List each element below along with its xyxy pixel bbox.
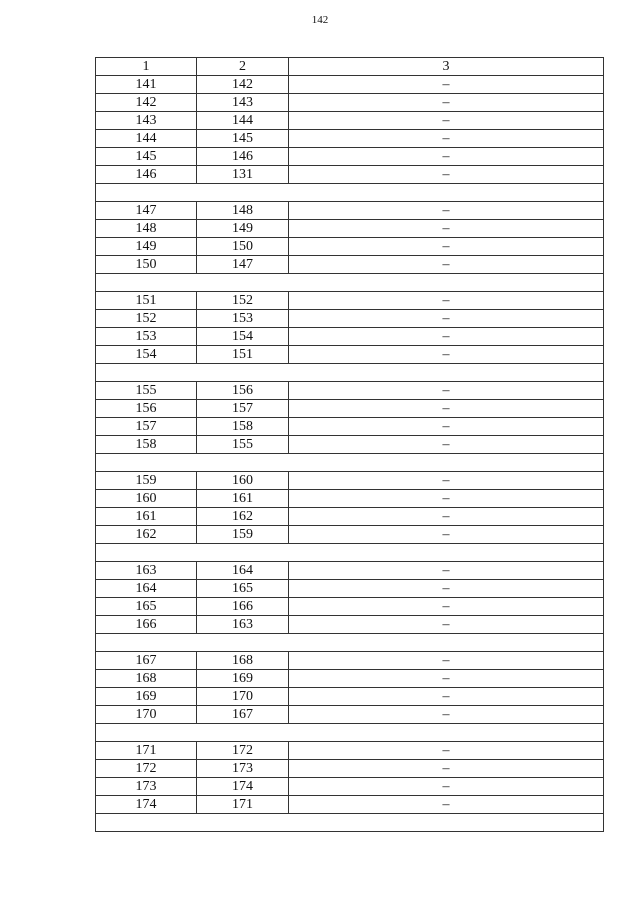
table-row xyxy=(96,220,604,238)
table-body xyxy=(96,58,604,832)
table-cell-col-1: 145 xyxy=(96,148,197,166)
table-cell-col-1: 173 xyxy=(96,778,197,796)
table-row xyxy=(96,598,604,616)
group-separator-row xyxy=(96,634,604,652)
table-row xyxy=(96,382,604,400)
table-cell-col-3: – xyxy=(289,400,604,418)
table-row xyxy=(96,742,604,760)
table-cell-col-2: 166 xyxy=(197,598,289,616)
table-cell-col-2: 164 xyxy=(197,562,289,580)
table-cell-col-3: – xyxy=(289,472,604,490)
column-header-1: 1 xyxy=(96,58,197,76)
column-header-3: 3 xyxy=(289,58,604,76)
table-cell-col-1: 172 xyxy=(96,760,197,778)
table-row xyxy=(96,472,604,490)
table-cell-col-1: 153 xyxy=(96,328,197,346)
table-cell-col-2: 174 xyxy=(197,778,289,796)
table-cell-col-2: 155 xyxy=(197,436,289,454)
table-cell-col-2: 152 xyxy=(197,292,289,310)
table-row xyxy=(96,256,604,274)
table-cell-col-3: – xyxy=(289,670,604,688)
table-cell-col-1: 165 xyxy=(96,598,197,616)
table-cell-col-1: 143 xyxy=(96,112,197,130)
table-row xyxy=(96,76,604,94)
table-cell-col-2: 150 xyxy=(197,238,289,256)
table-cell-col-3: – xyxy=(289,76,604,94)
table-row xyxy=(96,526,604,544)
table-cell-col-3: – xyxy=(289,346,604,364)
table-cell-col-2: 158 xyxy=(197,418,289,436)
group-separator-row xyxy=(96,544,604,562)
table-cell-col-2: 159 xyxy=(197,526,289,544)
table-row xyxy=(96,130,604,148)
table-cell-col-1: 160 xyxy=(96,490,197,508)
table-cell-col-2: 153 xyxy=(197,310,289,328)
table-cell-col-2: 144 xyxy=(197,112,289,130)
table-cell-col-1: 154 xyxy=(96,346,197,364)
table-row xyxy=(96,328,604,346)
table-cell-col-3: – xyxy=(289,382,604,400)
table-cell-col-3: – xyxy=(289,256,604,274)
group-separator-row xyxy=(96,364,604,382)
table-row xyxy=(96,166,604,184)
table-cell-col-2: 151 xyxy=(197,346,289,364)
group-separator-row xyxy=(96,724,604,742)
table-cell-col-2: 154 xyxy=(197,328,289,346)
table-row xyxy=(96,688,604,706)
table-cell-col-3: – xyxy=(289,706,604,724)
table-cell-col-2: 162 xyxy=(197,508,289,526)
table-cell-col-3: – xyxy=(289,490,604,508)
table-cell-col-1: 166 xyxy=(96,616,197,634)
table-row xyxy=(96,670,604,688)
table-cell-col-1: 148 xyxy=(96,220,197,238)
column-header-2: 2 xyxy=(197,58,289,76)
table-row xyxy=(96,112,604,130)
table-cell-col-1: 170 xyxy=(96,706,197,724)
table-row xyxy=(96,418,604,436)
table-cell-col-2: 157 xyxy=(197,400,289,418)
separator-cell xyxy=(96,724,604,742)
table-cell-col-2: 149 xyxy=(197,220,289,238)
table-cell-col-3: – xyxy=(289,418,604,436)
table-cell-col-2: 168 xyxy=(197,652,289,670)
separator-cell xyxy=(96,454,604,472)
table-cell-col-3: – xyxy=(289,796,604,814)
table-cell-col-1: 156 xyxy=(96,400,197,418)
table-cell-col-1: 161 xyxy=(96,508,197,526)
separator-cell xyxy=(96,814,604,832)
table-row xyxy=(96,148,604,166)
table-cell-col-3: – xyxy=(289,508,604,526)
table-row xyxy=(96,94,604,112)
table-cell-col-3: – xyxy=(289,760,604,778)
table-cell-col-1: 147 xyxy=(96,202,197,220)
table-cell-col-2: 163 xyxy=(197,616,289,634)
table-cell-col-3: – xyxy=(289,220,604,238)
table-cell-col-1: 152 xyxy=(96,310,197,328)
table-cell-col-3: – xyxy=(289,526,604,544)
table-cell-col-2: 169 xyxy=(197,670,289,688)
table-cell-col-3: – xyxy=(289,652,604,670)
table-cell-col-3: – xyxy=(289,580,604,598)
table-cell-col-3: – xyxy=(289,436,604,454)
separator-cell xyxy=(96,544,604,562)
table-cell-col-1: 169 xyxy=(96,688,197,706)
table-cell-col-1: 157 xyxy=(96,418,197,436)
table-cell-col-1: 151 xyxy=(96,292,197,310)
table-cell-col-2: 170 xyxy=(197,688,289,706)
page-number: 142 xyxy=(311,14,329,26)
table-row xyxy=(96,202,604,220)
separator-cell xyxy=(96,184,604,202)
table-row xyxy=(96,760,604,778)
table-cell-col-3: – xyxy=(289,688,604,706)
group-separator-row xyxy=(96,454,604,472)
group-separator-row xyxy=(96,814,604,832)
separator-cell xyxy=(96,274,604,292)
table-cell-col-1: 142 xyxy=(96,94,197,112)
table-cell-col-3: – xyxy=(289,166,604,184)
table-cell-col-3: – xyxy=(289,238,604,256)
table-cell-col-1: 163 xyxy=(96,562,197,580)
table-cell-col-1: 146 xyxy=(96,166,197,184)
table-cell-col-1: 174 xyxy=(96,796,197,814)
table-row xyxy=(96,400,604,418)
table-cell-col-2: 171 xyxy=(197,796,289,814)
table-cell-col-1: 158 xyxy=(96,436,197,454)
table-cell-col-3: – xyxy=(289,310,604,328)
table-cell-col-3: – xyxy=(289,562,604,580)
separator-cell xyxy=(96,364,604,382)
table-cell-col-2: 161 xyxy=(197,490,289,508)
table-cell-col-3: – xyxy=(289,148,604,166)
table-cell-col-2: 173 xyxy=(197,760,289,778)
table-header-row xyxy=(96,58,604,76)
table-cell-col-1: 144 xyxy=(96,130,197,148)
table-row xyxy=(96,508,604,526)
table-row xyxy=(96,238,604,256)
table-cell-col-1: 171 xyxy=(96,742,197,760)
table-cell-col-1: 168 xyxy=(96,670,197,688)
table-row xyxy=(96,652,604,670)
table-row xyxy=(96,562,604,580)
table-cell-col-1: 141 xyxy=(96,76,197,94)
table-cell-col-2: 160 xyxy=(197,472,289,490)
table-row xyxy=(96,796,604,814)
table-cell-col-2: 147 xyxy=(197,256,289,274)
table-row xyxy=(96,490,604,508)
table-cell-col-1: 159 xyxy=(96,472,197,490)
table-cell-col-2: 172 xyxy=(197,742,289,760)
data-table xyxy=(95,57,604,832)
table-row xyxy=(96,580,604,598)
table-cell-col-3: – xyxy=(289,292,604,310)
table-cell-col-3: – xyxy=(289,130,604,148)
table-cell-col-2: 165 xyxy=(197,580,289,598)
table-cell-col-3: – xyxy=(289,598,604,616)
table-row xyxy=(96,346,604,364)
table-cell-col-2: 146 xyxy=(197,148,289,166)
table-cell-col-1: 150 xyxy=(96,256,197,274)
table-cell-col-2: 143 xyxy=(197,94,289,112)
table-cell-col-2: 148 xyxy=(197,202,289,220)
table-cell-col-3: – xyxy=(289,112,604,130)
table-cell-col-1: 149 xyxy=(96,238,197,256)
table-cell-col-1: 164 xyxy=(96,580,197,598)
group-separator-row xyxy=(96,184,604,202)
table-row xyxy=(96,778,604,796)
separator-cell xyxy=(96,634,604,652)
table-cell-col-2: 145 xyxy=(197,130,289,148)
table-row xyxy=(96,436,604,454)
table-cell-col-2: 142 xyxy=(197,76,289,94)
table-row xyxy=(96,292,604,310)
table-row xyxy=(96,706,604,724)
group-separator-row xyxy=(96,274,604,292)
table-cell-col-3: – xyxy=(289,202,604,220)
table-cell-col-3: – xyxy=(289,778,604,796)
table-row xyxy=(96,310,604,328)
table-cell-col-1: 162 xyxy=(96,526,197,544)
table-cell-col-2: 167 xyxy=(197,706,289,724)
table-cell-col-3: – xyxy=(289,94,604,112)
table-row xyxy=(96,616,604,634)
table-cell-col-1: 167 xyxy=(96,652,197,670)
table-cell-col-3: – xyxy=(289,328,604,346)
table-cell-col-3: – xyxy=(289,616,604,634)
table-cell-col-2: 131 xyxy=(197,166,289,184)
table-cell-col-3: – xyxy=(289,742,604,760)
table-cell-col-1: 155 xyxy=(96,382,197,400)
table-cell-col-2: 156 xyxy=(197,382,289,400)
